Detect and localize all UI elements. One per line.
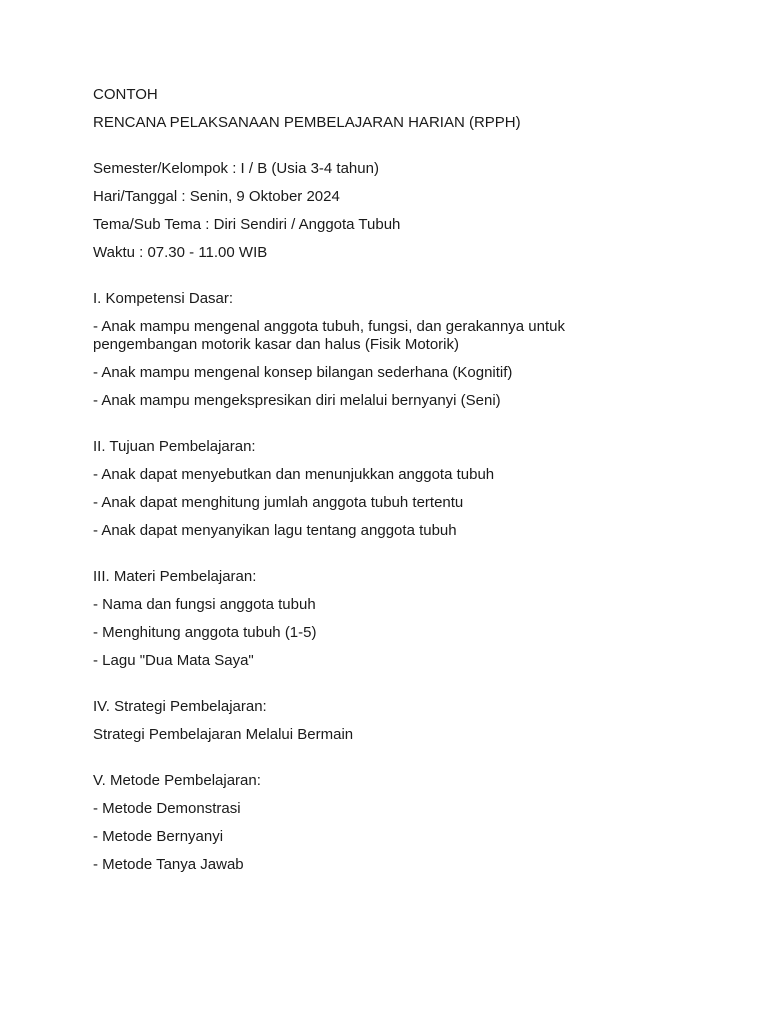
list-item: - Anak mampu mengenal anggota tubuh, fungsi, dan gerakannya untuk pengembangan motorik kasar dan halus (Fisik Motorik) (93, 318, 565, 353)
section-heading-materi: III. Materi Pembelajaran: (93, 568, 257, 585)
document-label: CONTOH (93, 86, 158, 103)
spacer (93, 754, 653, 772)
section-heading-metode: V. Metode Pembelajaran: (93, 772, 261, 789)
list-item: - Metode Demonstrasi (93, 800, 241, 817)
list-item: - Menghitung anggota tubuh (1-5) (93, 624, 317, 641)
spacer (93, 420, 653, 438)
list-item: - Metode Tanya Jawab (93, 856, 244, 873)
spacer (93, 142, 653, 160)
list-item: - Anak dapat menyebutkan dan menunjukkan anggota tubuh (93, 466, 495, 483)
info-date: Hari/Tanggal : Senin, 9 Oktober 2024 (93, 188, 340, 205)
spacer (93, 680, 653, 698)
list-item: - Lagu "Dua Mata Saya" (93, 652, 254, 669)
info-theme: Tema/Sub Tema : Diri Sendiri / Anggota Tubuh (93, 216, 401, 233)
list-item: - Anak dapat menghitung jumlah anggota tubuh tertentu (93, 494, 464, 511)
list-item: Strategi Pembelajaran Melalui Bermain (93, 726, 354, 743)
section-heading-kompetensi: I. Kompetensi Dasar: (93, 290, 234, 307)
section-heading-tujuan: II. Tujuan Pembelajaran: (93, 438, 256, 455)
info-semester: Semester/Kelompok : I / B (Usia 3-4 tahun) (93, 160, 379, 177)
spacer (93, 550, 653, 568)
document-page (93, 86, 653, 884)
list-item: - Anak mampu mengenal konsep bilangan sederhana (Kognitif) (93, 364, 513, 381)
spacer (93, 272, 653, 290)
info-time: Waktu : 07.30 - 11.00 WIB (93, 244, 268, 261)
section-heading-strategi: IV. Strategi Pembelajaran: (93, 698, 267, 715)
list-item: - Nama dan fungsi anggota tubuh (93, 596, 316, 613)
list-item: - Anak dapat menyanyikan lagu tentang anggota tubuh (93, 522, 457, 539)
list-item: - Anak mampu mengekspresikan diri melalui bernyanyi (Seni) (93, 392, 501, 409)
list-item: - Metode Bernyanyi (93, 828, 224, 845)
document-title: RENCANA PELAKSANAAN PEMBELAJARAN HARIAN (RPPH) (93, 114, 521, 131)
